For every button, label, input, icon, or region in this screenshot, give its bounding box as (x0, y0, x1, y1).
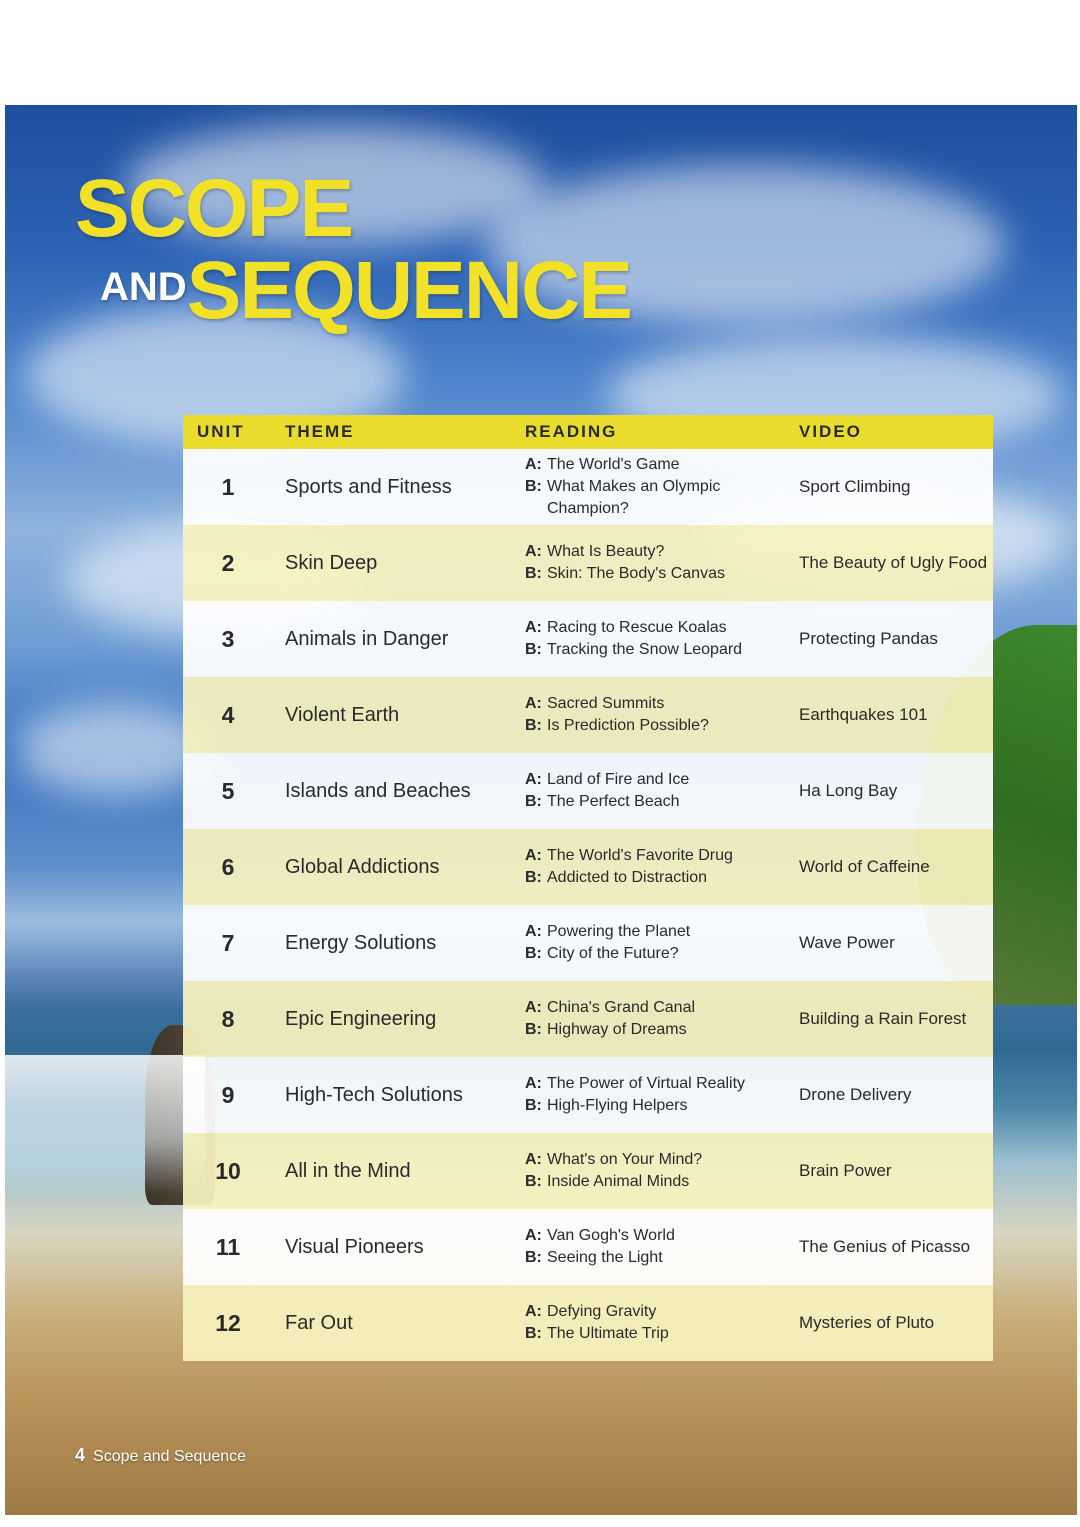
title-sequence: SEQUENCE (186, 245, 631, 336)
table-row (183, 525, 993, 601)
reading-b: Is Prediction Possible? (547, 717, 709, 734)
reading-b-label: B: (525, 1249, 542, 1266)
reading-a: Racing to Rescue Koalas (547, 619, 727, 636)
unit-number: 11 (215, 1233, 241, 1260)
reading-b-label: B: (525, 1021, 542, 1038)
reading-a: Powering the Planet (547, 923, 691, 940)
table-row (183, 829, 993, 905)
table-row (183, 753, 993, 829)
reading-b-label: B: (525, 793, 542, 810)
video-cell: Sport Climbing (799, 477, 911, 496)
reading-a: Defying Gravity (547, 1303, 657, 1320)
theme-cell: All in the Mind (285, 1159, 411, 1182)
unit-number: 10 (215, 1157, 241, 1184)
table-row (183, 1209, 993, 1285)
reading-b: What Makes an Olympic Champion? (547, 478, 721, 517)
table-row (183, 1057, 993, 1133)
header-video: VIDEO (799, 422, 862, 441)
reading-b: Seeing the Light (547, 1249, 663, 1266)
table-row (183, 601, 993, 677)
table-row (183, 905, 993, 981)
reading-a: What's on Your Mind? (547, 1151, 703, 1168)
reading-b: Skin: The Body's Canvas (547, 565, 725, 582)
video-cell: Protecting Pandas (799, 629, 938, 648)
theme-cell: Animals in Danger (285, 627, 449, 650)
unit-number: 12 (215, 1309, 241, 1336)
reading-a: The World's Favorite Drug (547, 847, 733, 864)
table-row (183, 449, 993, 525)
video-cell: The Beauty of Ugly Food (799, 553, 988, 572)
reading-b-label: B: (525, 565, 542, 582)
table-row (183, 1285, 993, 1361)
reading-b: Addicted to Distraction (547, 869, 708, 886)
theme-cell: Epic Engineering (285, 1007, 437, 1030)
video-cell: World of Caffeine (799, 857, 930, 876)
unit-number: 1 (221, 473, 235, 500)
unit-number: 4 (221, 701, 235, 728)
reading-a-label: A: (525, 1151, 542, 1168)
table-header (183, 415, 993, 449)
header-reading: READING (525, 422, 618, 441)
reading-cell (525, 693, 797, 737)
reading-b-label: B: (525, 1173, 542, 1190)
reading-a: The World's Game (547, 456, 680, 473)
reading-a: Van Gogh's World (547, 1227, 675, 1244)
reading-cell (525, 1225, 797, 1269)
theme-cell: Violent Earth (285, 703, 400, 726)
reading-a-label: A: (525, 847, 542, 864)
theme-cell: Visual Pioneers (285, 1235, 424, 1258)
reading-b: The Perfect Beach (547, 793, 680, 810)
reading-b: Tracking the Snow Leopard (547, 641, 743, 658)
unit-number: 3 (221, 625, 235, 652)
video-cell: Wave Power (799, 933, 895, 952)
video-cell: The Genius of Picasso (799, 1237, 971, 1256)
reading-a: China's Grand Canal (547, 999, 696, 1016)
theme-cell: Skin Deep (285, 551, 378, 574)
reading-cell (525, 1301, 797, 1345)
table-row (183, 677, 993, 753)
reading-a-label: A: (525, 771, 542, 788)
reading-a: What Is Beauty? (547, 543, 665, 560)
reading-b-label: B: (525, 869, 542, 886)
scope-sequence-table (183, 415, 993, 1361)
video-cell: Drone Delivery (799, 1085, 912, 1104)
reading-b: High-Flying Helpers (547, 1097, 688, 1114)
table-row (183, 1133, 993, 1209)
reading-b-label: B: (525, 1325, 542, 1342)
reading-a: Sacred Summits (547, 695, 665, 712)
theme-cell: Islands and Beaches (285, 779, 471, 802)
table-row (183, 981, 993, 1057)
video-cell: Building a Rain Forest (799, 1009, 967, 1028)
footer-text: Scope and Sequence (93, 1448, 247, 1465)
reading-cell (525, 769, 797, 813)
theme-cell: Global Addictions (285, 855, 440, 878)
reading-cell (525, 454, 797, 520)
reading-a: The Power of Virtual Reality (547, 1075, 746, 1092)
reading-b: The Ultimate Trip (547, 1325, 669, 1342)
unit-number: 6 (221, 853, 235, 880)
reading-a-label: A: (525, 543, 542, 560)
unit-number: 2 (221, 549, 235, 576)
page-title (75, 163, 631, 338)
theme-cell: Far Out (285, 1311, 353, 1334)
theme-cell: High-Tech Solutions (285, 1083, 463, 1106)
video-cell: Ha Long Bay (799, 781, 898, 800)
reading-b: Highway of Dreams (547, 1021, 687, 1038)
wave-foam (5, 1055, 205, 1195)
reading-b: City of the Future? (547, 945, 679, 962)
reading-b-label: B: (525, 641, 542, 658)
header-unit: UNIT (197, 422, 245, 441)
reading-b-label: B: (525, 945, 542, 962)
unit-number: 9 (221, 1081, 235, 1108)
reading-cell (525, 617, 797, 661)
reading-a: Land of Fire and Ice (547, 771, 690, 788)
reading-cell (525, 997, 797, 1041)
header-theme: THEME (285, 422, 355, 441)
reading-b-label: B: (525, 1097, 542, 1114)
reading-cell (525, 1073, 797, 1117)
video-cell: Brain Power (799, 1161, 892, 1180)
reading-b: Inside Animal Minds (547, 1173, 690, 1190)
page-number: 4 (75, 1445, 86, 1465)
reading-cell (525, 541, 797, 585)
reading-a-label: A: (525, 619, 542, 636)
reading-a-label: A: (525, 695, 542, 712)
theme-cell: Energy Solutions (285, 931, 437, 954)
title-scope: SCOPE (75, 163, 353, 254)
reading-b-label: B: (525, 717, 542, 734)
title-and: AND (100, 265, 187, 309)
reading-b-label: B: (525, 478, 542, 495)
video-cell: Mysteries of Pluto (799, 1313, 935, 1332)
video-cell: Earthquakes 101 (799, 705, 928, 724)
reading-a-label: A: (525, 1227, 542, 1244)
unit-number: 5 (221, 777, 235, 804)
reading-a-label: A: (525, 923, 542, 940)
reading-a-label: A: (525, 1303, 542, 1320)
reading-cell (525, 845, 797, 889)
page-footer (75, 1445, 246, 1466)
reading-a-label: A: (525, 456, 542, 473)
reading-a-label: A: (525, 1075, 542, 1092)
reading-a-label: A: (525, 999, 542, 1016)
reading-cell (525, 1149, 797, 1193)
unit-number: 8 (221, 1005, 235, 1032)
theme-cell: Sports and Fitness (285, 475, 452, 498)
unit-number: 7 (221, 929, 235, 956)
reading-cell (525, 921, 797, 965)
